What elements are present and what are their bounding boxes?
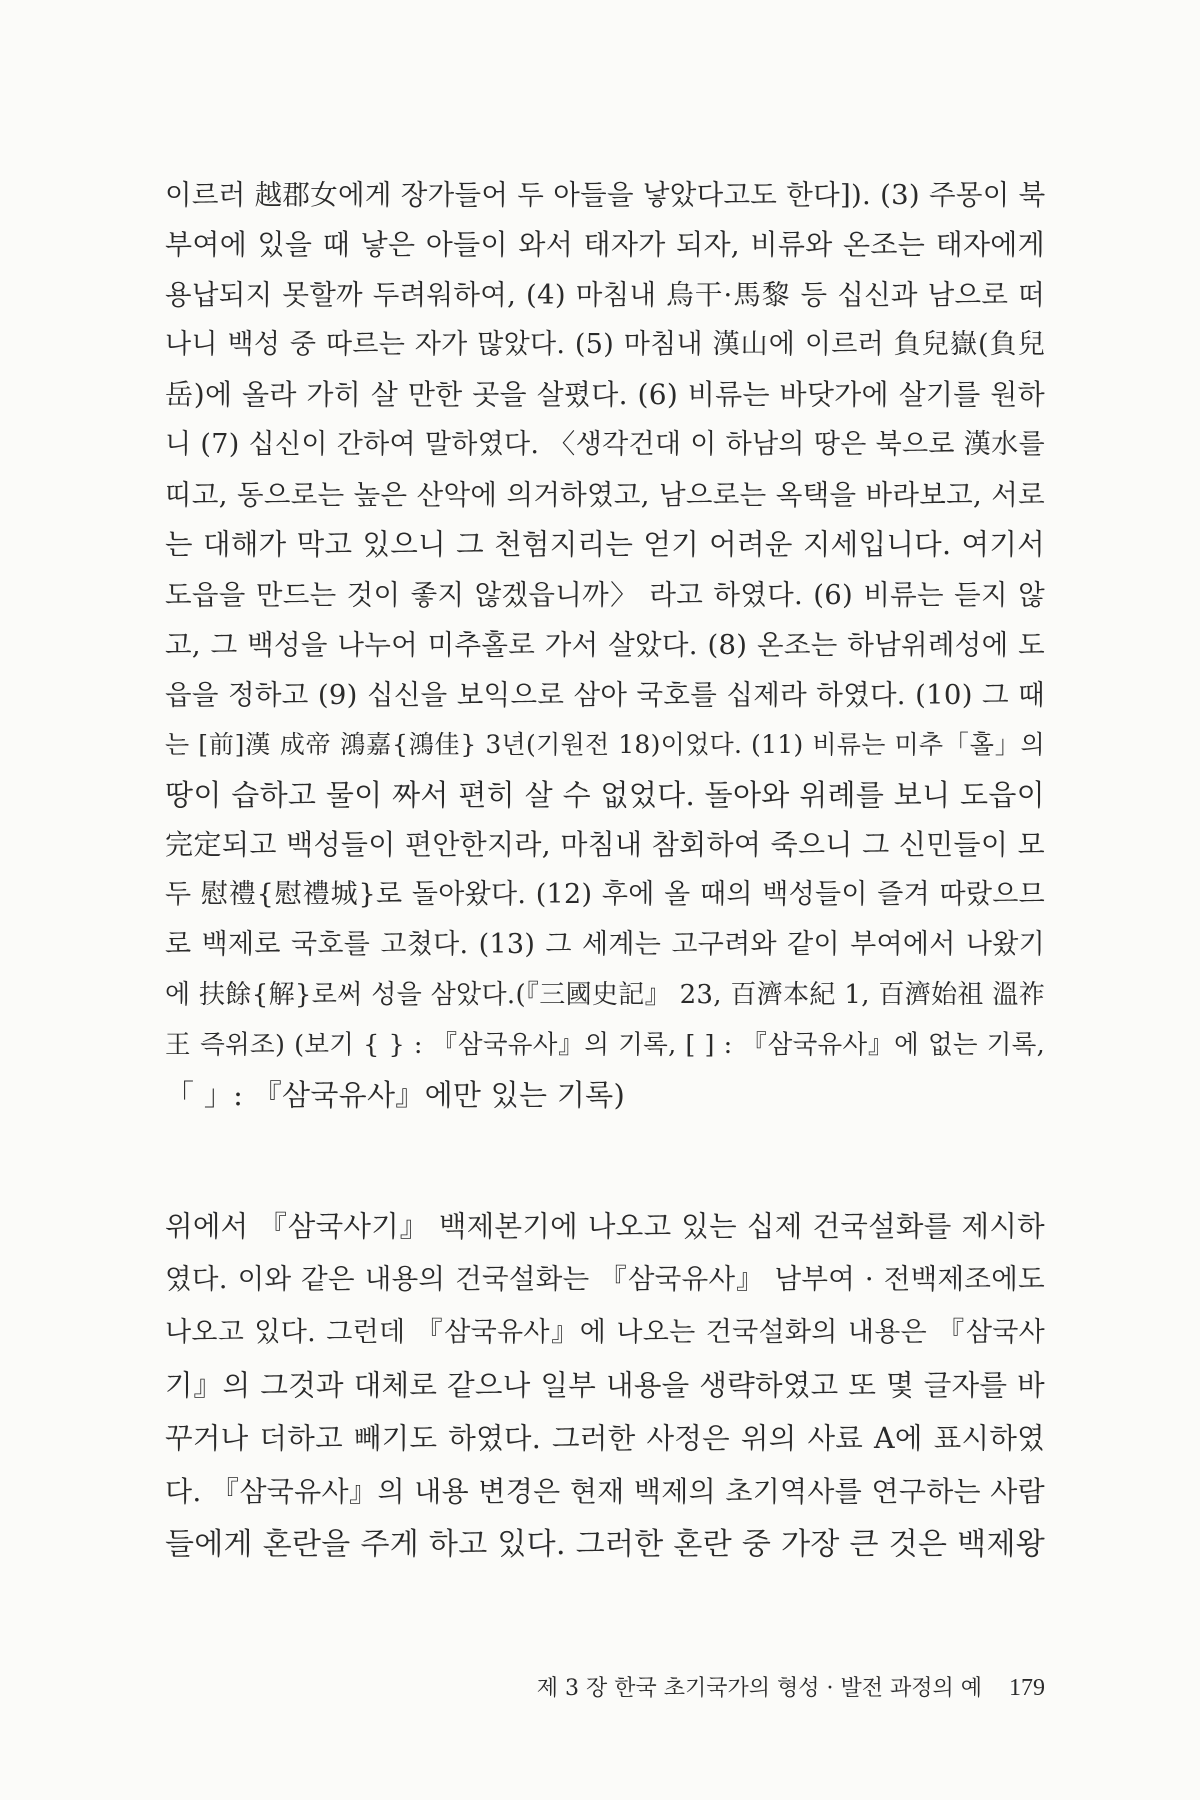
quote-line: 王 즉위조) (보기 { } : 『삼국유사』의 기록, [ ] : 『삼국유사』에 없는 기록, xyxy=(165,1030,1045,1060)
body-line: 였다. 이와 같은 내용의 건국설화는 『삼국유사』 남부여 · 전백제조에도 xyxy=(165,1263,1045,1295)
quote-line: 에 扶餘{解}로써 성을 삼았다.(『三國史記』 23, 百濟本紀 1, 百濟始祖 溫祚 xyxy=(165,980,1045,1010)
body-line: 기』의 그것과 대체로 같으나 일부 내용을 생략하였고 또 몇 글자를 바 xyxy=(165,1369,1045,1402)
body-line: 나오고 있다. 그런데 『삼국유사』에 나오는 건국설화의 내용은 『삼국사 xyxy=(165,1317,1045,1348)
quote-line: 나니 백성 중 따르는 자가 많았다. (5) 마침내 漢山에 이르러 負兒嶽(負兒 xyxy=(165,329,1045,360)
quote-line: 읍을 정하고 (9) 십신을 보익으로 삼아 국호를 십제라 하였다. (10) 그 때 xyxy=(165,679,1045,711)
body-paragraph xyxy=(165,1200,1045,1571)
body-line: 꾸거나 더하고 빼기도 하였다. 그러한 사정은 위의 사료 A에 표시하였 xyxy=(165,1422,1045,1455)
quote-line: 고, 그 백성을 나누어 미추홀로 가서 살았다. (8) 온조는 하남위례성에 도 xyxy=(165,629,1045,661)
quote-line: 니 (7) 십신이 간하여 말하였다. 〈생각건대 이 하남의 땅은 북으로 漢水를 xyxy=(165,429,1045,460)
quote-line: 띠고, 동으로는 높은 산악에 의거하였고, 남으로는 옥택을 바라보고, 서로 xyxy=(165,479,1045,511)
quote-line: 부여에 있을 때 낳은 아들이 와서 태자가 되자, 비류와 온조는 태자에게 xyxy=(165,228,1045,261)
quote-line: 는 대해가 막고 있으니 그 천험지리는 얻기 어려운 지세입니다. 여기서 xyxy=(165,528,1045,561)
quote-line: 도읍을 만드는 것이 좋지 않겠읍니까〉 라고 하였다. (6) 비류는 듣지 않 xyxy=(165,579,1045,611)
quote-line: 두 慰禮{慰禮城}로 돌아왔다. (12) 후에 올 때의 백성들이 즐겨 따랐으므 xyxy=(165,879,1045,910)
body-line: 다. 『삼국유사』의 내용 변경은 현재 백제의 초기역사를 연구하는 사람 xyxy=(165,1475,1045,1508)
quote-line: 完定되고 백성들이 편안한지라, 마침내 참회하여 죽으니 그 신민들이 모 xyxy=(165,828,1045,861)
quote-line: 「 」: 『삼국유사』에만 있는 기록) xyxy=(165,1078,626,1112)
running-header-chapter: 제 3 장 한국 초기국가의 형성 · 발전 과정의 예 xyxy=(536,1676,982,1701)
quote-line: 는 [前]漢 成帝 鴻嘉{鴻佳} 3년(기원전 18)이었다. (11) 비류는 미추「홀」의 xyxy=(165,730,1045,759)
quote-line: 용납되지 못할까 두려워하여, (4) 마침내 烏干·馬黎 등 십신과 남으로 떠 xyxy=(165,279,1045,311)
quote-line: 이르러 越郡女에게 장가들어 두 아들을 낳았다고도 한다]). (3) 주몽이 북 xyxy=(165,179,1046,211)
quote-line: 땅이 습하고 물이 짜서 편히 살 수 없었다. 돌아와 위례를 보니 도읍이 xyxy=(165,778,1045,812)
source-quote-block xyxy=(165,170,1045,1120)
quote-line: 岳)에 올라 가히 살 만한 곳을 살폈다. (6) 비류는 바닷가에 살기를 원하 xyxy=(165,378,1045,411)
body-line: 위에서 『삼국사기』 백제본기에 나오고 있는 십제 건국설화를 제시하 xyxy=(165,1210,1045,1243)
body-line: 들에게 혼란을 주게 하고 있다. 그러한 혼란 중 가장 큰 것은 백제왕 xyxy=(165,1527,1045,1562)
quote-line: 로 백제로 국호를 고쳤다. (13) 그 세계는 고구려와 같이 부여에서 나왔기 xyxy=(165,929,1045,960)
page-number: 179 xyxy=(1009,1675,1045,1701)
page-footer xyxy=(480,1668,1045,1708)
